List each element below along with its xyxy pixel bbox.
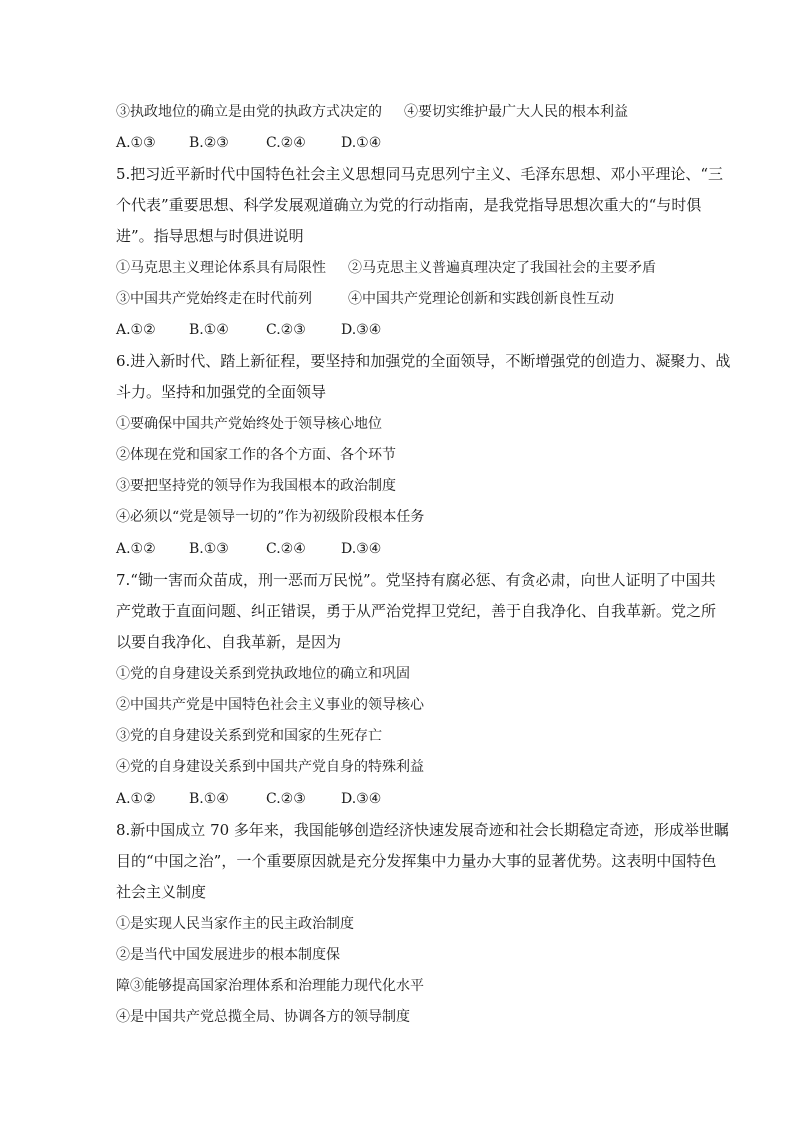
q5-option-1: ①马克思主义理论体系具有局限性 (116, 260, 326, 276)
choice-c: C.②④ (266, 135, 306, 151)
q5-choices (116, 322, 516, 338)
prev-option-3: ③执政地位的确立是由党的执政方式决定的 (116, 104, 382, 120)
q7-option-4: ④党的自身建设关系到中国共产党自身的特殊利益 (116, 759, 424, 775)
choice-a: A.①② (116, 322, 156, 338)
q6-option-2: ②体现在党和国家工作的各个方面、各个环节 (116, 447, 396, 463)
q8-stem-line-2: 目的“中国之治”，一个重要原因就是充分发挥集中力量办大事的显著优势。这表明中国特色 (116, 852, 717, 870)
choice-c: C.②④ (266, 541, 306, 557)
q8-option-2: ②是当代中国发展进步的根本制度保 (116, 947, 340, 963)
q7-stem-line-1: 7.“锄一害而众苗成，刑一恶而万民悦”。党坚持有腐必惩、有贪必肃，向世人证明了中国共 (116, 571, 716, 589)
choice-a: A.①② (116, 541, 156, 557)
prev-question-choices (116, 135, 516, 151)
q5-stem-line-2: 个代表”重要思想、科学发展观道确立为党的行动指南，是我党指导思想次重大的“与时俱 (116, 196, 702, 214)
q7-stem-line-3: 以要自我净化、自我革新，是因为 (116, 633, 342, 651)
q5-stem-line-1: 5.把习近平新时代中国特色社会主义思想同马克思列宁主义、毛泽东思想、邓小平理论、“三 (116, 165, 723, 183)
choice-c: C.②③ (266, 322, 306, 338)
q6-stem-line-2: 斗力。坚持和加强党的全面领导 (116, 383, 327, 401)
q7-option-2: ②中国共产党是中国特色社会主义事业的领导核心 (116, 697, 424, 713)
q6-option-3: ③要把坚持党的领导作为我国根本的政治制度 (116, 478, 396, 494)
q8-option-4: ④是中国共产党总揽全局、协调各方的领导制度 (116, 1009, 410, 1025)
choice-a: A.①② (116, 791, 156, 807)
choice-b: B.②③ (189, 135, 229, 151)
q7-option-3: ③党的自身建设关系到党和国家的生死存亡 (116, 728, 382, 744)
q8-stem-line-3: 社会主义制度 (116, 883, 207, 901)
prev-question-options-row (116, 104, 628, 120)
choice-d: D.①④ (341, 135, 382, 151)
q6-option-4: ④必须以“党是领导一切的”作为初级阶段根本任务 (116, 509, 425, 525)
choice-d: D.③④ (341, 791, 382, 807)
choice-d: D.③④ (341, 541, 382, 557)
choice-b: B.①③ (189, 541, 229, 557)
q7-option-1: ①党的自身建设关系到党执政地位的确立和巩固 (116, 666, 410, 682)
q6-option-1: ①要确保中国共产党始终处于领导核心地位 (116, 416, 382, 432)
q6-choices (116, 541, 516, 557)
q7-stem-line-2: 产党敢于直面问题、纠正错误，勇于从严治党捍卫党纪，善于自我净化、自我革新。党之所 (116, 602, 717, 620)
q8-option-3: 障③能够提高国家治理体系和治理能力现代化水平 (116, 978, 424, 994)
choice-a: A.①③ (116, 135, 156, 151)
q5-stem-line-3: 进”。指导思想与时俱进说明 (116, 227, 304, 245)
prev-option-4: ④要切实维护最广大人民的根本利益 (404, 104, 628, 120)
choice-b: B.①④ (189, 322, 229, 338)
q8-stem-line-1: 8.新中国成立 70 多年来，我国能够创造经济快速发展奇迹和社会长期稳定奇迹，形成举世瞩 (116, 821, 729, 839)
q5-option-3: ③中国共产党始终走在时代前列 (116, 291, 312, 307)
choice-b: B.①④ (189, 791, 229, 807)
choice-c: C.②③ (266, 791, 306, 807)
choice-d: D.③④ (341, 322, 382, 338)
q5-options-row-1 (116, 260, 656, 276)
q5-options-row-2 (116, 291, 614, 307)
q7-choices (116, 791, 516, 807)
q8-option-1: ①是实现人民当家作主的民主政治制度 (116, 916, 354, 932)
q5-option-4: ④中国共产党理论创新和实践创新良性互动 (348, 291, 614, 307)
q6-stem-line-1: 6.进入新时代、踏上新征程，要坚持和加强党的全面领导，不断增强党的创造力、凝聚力、战 (116, 352, 731, 370)
q5-option-2: ②马克思主义普遍真理决定了我国社会的主要矛盾 (348, 260, 656, 276)
